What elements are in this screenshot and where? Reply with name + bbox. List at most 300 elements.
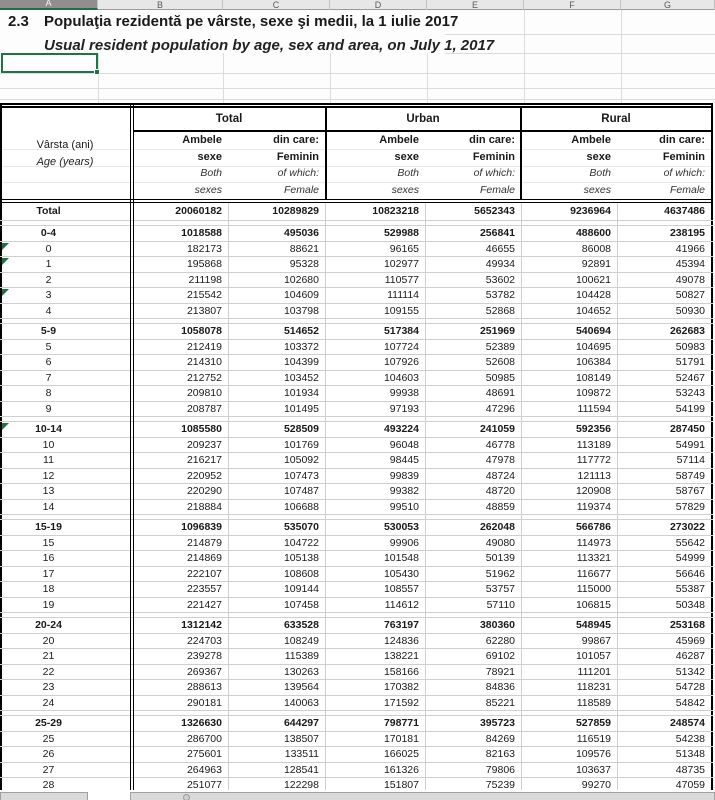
value-cell[interactable]: 166025 — [383, 748, 419, 760]
age-label-cell[interactable]: 5-9 — [40, 325, 57, 337]
value-cell[interactable]: 763197 — [383, 619, 419, 631]
value-cell[interactable]: 488600 — [575, 227, 611, 239]
value-cell[interactable]: 517384 — [383, 325, 419, 337]
value-cell[interactable]: 75239 — [485, 779, 515, 790]
column-header-d[interactable]: D — [330, 0, 427, 10]
value-cell[interactable]: 46287 — [675, 650, 705, 662]
value-cell[interactable]: 96048 — [389, 438, 419, 451]
value-cell[interactable]: 104722 — [283, 536, 319, 549]
value-cell[interactable]: 52467 — [675, 371, 705, 384]
value-cell[interactable]: 220952 — [186, 469, 222, 482]
value-cell[interactable]: 221427 — [186, 598, 222, 611]
gridline — [98, 53, 99, 103]
age-label-cell[interactable]: 20-24 — [35, 619, 62, 631]
value-cell[interactable]: 262683 — [669, 325, 705, 337]
sheet-tab-area[interactable] — [0, 792, 88, 800]
value-cell[interactable]: 288613 — [186, 681, 222, 693]
age-label-cell[interactable]: 9 — [45, 402, 52, 415]
table-row — [0, 469, 713, 485]
value-cell[interactable]: 53782 — [485, 289, 515, 301]
value-cell[interactable]: 51342 — [675, 665, 705, 678]
sub-header-line: Ambele — [379, 134, 419, 146]
value-cell[interactable]: 113189 — [576, 438, 611, 451]
age-label-cell[interactable]: 13 — [42, 485, 55, 497]
value-cell[interactable]: 262048 — [479, 521, 515, 533]
gridline — [0, 73, 715, 74]
column-header-e[interactable]: E — [427, 0, 524, 10]
value-cell[interactable]: 118589 — [576, 696, 611, 709]
value-cell[interactable]: 99906 — [389, 536, 419, 549]
sub-header-both-sexes[interactable] — [521, 132, 617, 199]
value-cell[interactable]: 633528 — [283, 619, 319, 631]
value-cell[interactable]: 110577 — [384, 273, 419, 286]
value-cell[interactable]: 85221 — [485, 696, 515, 709]
value-cell[interactable]: 54999 — [675, 552, 705, 564]
age-label-cell[interactable]: 24 — [42, 696, 55, 709]
value-cell[interactable]: 105138 — [283, 552, 319, 564]
value-cell[interactable]: 51791 — [675, 356, 705, 368]
value-cell[interactable]: 107458 — [283, 598, 319, 611]
value-cell[interactable]: 57114 — [676, 454, 705, 466]
value-cell[interactable]: 58749 — [675, 469, 705, 482]
age-label-cell[interactable]: 0-4 — [40, 227, 57, 239]
value-cell[interactable]: 208787 — [186, 402, 222, 415]
value-cell[interactable]: 222107 — [186, 567, 222, 580]
value-cell[interactable]: 105092 — [283, 454, 319, 466]
value-cell[interactable]: 253168 — [669, 619, 705, 631]
value-cell[interactable]: 395723 — [479, 717, 515, 729]
value-cell[interactable]: 251969 — [479, 325, 515, 337]
age-label-cell[interactable]: 23 — [42, 681, 55, 693]
value-cell[interactable]: 62280 — [485, 634, 515, 647]
value-cell[interactable]: 114612 — [384, 598, 419, 611]
value-cell[interactable]: 1085580 — [181, 423, 222, 435]
value-cell[interactable]: 99839 — [389, 469, 419, 482]
value-cell[interactable]: 50930 — [675, 304, 705, 317]
value-cell[interactable]: 107487 — [283, 485, 319, 497]
value-cell[interactable]: 548945 — [575, 619, 611, 631]
value-cell[interactable]: 53243 — [675, 387, 705, 399]
value-cell[interactable]: 56646 — [675, 567, 705, 580]
value-cell[interactable]: 103372 — [283, 340, 319, 353]
value-cell[interactable]: 170181 — [383, 732, 419, 745]
value-cell[interactable]: 82163 — [485, 748, 515, 760]
value-cell[interactable]: 158166 — [383, 665, 419, 678]
value-cell[interactable]: 45394 — [675, 258, 705, 270]
age-label-cell[interactable]: 15-19 — [35, 521, 62, 533]
table-row — [0, 386, 713, 402]
value-cell[interactable]: 119374 — [576, 500, 611, 513]
sub-header-both-sexes[interactable] — [325, 132, 425, 199]
value-cell[interactable]: 248574 — [669, 717, 705, 729]
age-label-cell[interactable]: 27 — [42, 763, 55, 776]
value-cell[interactable]: 58767 — [675, 485, 705, 497]
value-cell[interactable]: 103798 — [283, 304, 319, 317]
table-row — [0, 649, 713, 665]
value-cell[interactable]: 104428 — [575, 289, 611, 301]
value-cell[interactable]: 101548 — [383, 552, 419, 564]
value-cell[interactable]: 50983 — [675, 340, 705, 353]
value-cell[interactable]: 47978 — [485, 454, 515, 466]
age-label-cell[interactable]: 14 — [42, 500, 55, 513]
value-cell[interactable]: 223557 — [186, 583, 222, 595]
value-cell[interactable]: 48691 — [485, 387, 515, 399]
value-cell[interactable]: 269367 — [186, 665, 222, 678]
value-cell[interactable]: 50348 — [675, 598, 705, 611]
value-cell[interactable]: 195868 — [186, 258, 222, 270]
value-cell[interactable]: 114973 — [576, 536, 611, 549]
value-cell[interactable]: 96165 — [389, 242, 419, 255]
value-cell[interactable]: 287450 — [669, 423, 705, 435]
value-cell[interactable]: 529988 — [383, 227, 419, 239]
value-cell[interactable]: 218884 — [186, 500, 222, 513]
value-cell[interactable]: 273022 — [669, 521, 705, 533]
value-cell[interactable]: 108249 — [283, 634, 319, 647]
age-label-cell[interactable]: 17 — [42, 567, 55, 580]
column-header-f[interactable]: F — [524, 0, 621, 10]
value-cell[interactable]: 182173 — [186, 242, 222, 255]
value-cell[interactable]: 104652 — [575, 304, 611, 317]
value-cell[interactable]: 101934 — [283, 387, 319, 399]
table-row — [0, 371, 713, 387]
age-label-cell[interactable]: 15 — [42, 536, 55, 549]
value-cell[interactable]: 41966 — [675, 242, 705, 255]
value-cell[interactable]: 124836 — [383, 634, 419, 647]
value-cell[interactable]: 121113 — [577, 469, 611, 482]
value-cell[interactable]: 535070 — [283, 521, 319, 533]
population-table — [0, 103, 713, 790]
age-label-cell[interactable]: 4 — [45, 304, 52, 317]
value-cell[interactable]: 5652343 — [474, 205, 515, 217]
value-cell[interactable]: 528509 — [283, 423, 319, 435]
value-cell[interactable]: 103637 — [575, 763, 611, 776]
sub-header-line: sexes — [583, 183, 611, 196]
value-cell[interactable]: 54199 — [675, 402, 705, 415]
value-cell[interactable]: 251077 — [186, 779, 222, 790]
value-cell[interactable]: 106815 — [575, 598, 611, 611]
sub-header-line: Female — [283, 183, 319, 196]
value-cell[interactable]: 50827 — [675, 289, 705, 301]
value-cell[interactable]: 46655 — [485, 242, 515, 255]
value-cell[interactable]: 256841 — [479, 227, 515, 239]
value-cell[interactable]: 527859 — [575, 717, 611, 729]
sub-header-female[interactable] — [425, 132, 521, 199]
title-english: Usual resident population by age, sex and area, on July 1, 2017 — [44, 37, 495, 54]
value-cell[interactable]: 55387 — [675, 583, 705, 595]
sub-header-line: sexes — [194, 183, 222, 196]
age-label-cell[interactable]: 16 — [42, 552, 55, 564]
sub-header-both-sexes[interactable] — [133, 132, 228, 199]
value-cell[interactable]: 241059 — [479, 423, 515, 435]
column-gridline — [228, 203, 229, 790]
column-header-a[interactable]: A — [0, 0, 98, 10]
value-cell[interactable]: 238195 — [669, 227, 705, 239]
value-cell[interactable]: 239278 — [186, 650, 222, 662]
group-header-rural[interactable]: Rural — [601, 113, 631, 125]
age-label-cell[interactable]: 21 — [42, 650, 55, 662]
value-cell[interactable]: 109144 — [283, 583, 319, 595]
value-cell[interactable]: 212419 — [186, 340, 222, 353]
value-cell[interactable]: 214869 — [186, 552, 222, 564]
value-cell[interactable]: 117772 — [576, 454, 611, 466]
table-row — [0, 257, 713, 273]
value-cell[interactable]: 118231 — [576, 681, 611, 693]
value-cell[interactable]: 105430 — [383, 567, 419, 580]
value-cell[interactable]: 10823218 — [372, 205, 419, 217]
value-cell[interactable]: 171592 — [383, 696, 419, 709]
value-cell[interactable]: 9236964 — [570, 205, 611, 217]
age-label-cell[interactable]: 25 — [42, 732, 55, 745]
value-cell[interactable]: 102977 — [383, 258, 419, 270]
value-cell[interactable]: 99510 — [389, 500, 419, 513]
value-cell[interactable]: 209237 — [186, 438, 222, 451]
value-cell[interactable]: 104609 — [283, 289, 319, 301]
value-cell[interactable]: 109576 — [575, 748, 611, 760]
value-cell[interactable]: 78921 — [485, 665, 515, 678]
value-cell[interactable]: 79806 — [485, 763, 515, 776]
value-cell[interactable]: 530053 — [383, 521, 419, 533]
value-cell[interactable]: 106384 — [575, 356, 611, 368]
value-cell[interactable]: 95328 — [289, 258, 319, 270]
value-cell[interactable]: 99270 — [581, 779, 611, 790]
age-label-cell[interactable]: 6 — [45, 356, 52, 368]
value-cell[interactable]: 170382 — [383, 681, 419, 693]
value-cell[interactable]: 54842 — [675, 696, 705, 709]
value-cell[interactable]: 106688 — [283, 500, 319, 513]
value-cell[interactable]: 100621 — [575, 273, 611, 286]
value-cell[interactable]: 115389 — [284, 650, 319, 662]
value-cell[interactable]: 161326 — [383, 763, 419, 776]
value-cell[interactable]: 798771 — [383, 717, 419, 729]
value-cell[interactable]: 275601 — [186, 748, 222, 760]
age-label-cell[interactable]: 3 — [45, 289, 52, 301]
value-cell[interactable]: 224703 — [186, 634, 222, 647]
value-cell[interactable]: 46778 — [485, 438, 515, 451]
value-cell[interactable]: 286700 — [186, 732, 222, 745]
value-cell[interactable]: 88621 — [289, 242, 319, 255]
value-cell[interactable]: 115000 — [576, 583, 611, 595]
value-cell[interactable]: 99938 — [389, 387, 419, 399]
value-cell[interactable]: 49078 — [675, 273, 705, 286]
age-label-cell[interactable]: 0 — [45, 242, 52, 255]
age-label-cell[interactable]: 10-14 — [35, 423, 62, 435]
value-cell[interactable]: 107724 — [383, 340, 419, 353]
age-label-cell[interactable]: 5 — [45, 340, 52, 353]
value-cell[interactable]: 111114 — [387, 289, 419, 301]
age-label-cell[interactable]: 26 — [42, 748, 55, 760]
value-cell[interactable]: 108149 — [575, 371, 611, 384]
value-cell[interactable]: 213807 — [186, 304, 222, 317]
value-cell[interactable]: 84836 — [485, 681, 515, 693]
sub-header-line: sexes — [391, 183, 419, 196]
value-cell[interactable]: 495036 — [283, 227, 319, 239]
value-cell[interactable]: 140063 — [283, 696, 319, 709]
value-cell[interactable]: 54991 — [675, 438, 705, 451]
sub-header-female[interactable] — [228, 132, 325, 199]
value-cell[interactable]: 138221 — [383, 650, 419, 662]
group-header-total[interactable]: Total — [215, 113, 243, 125]
value-cell[interactable]: 10289829 — [272, 205, 319, 217]
value-cell[interactable]: 107926 — [383, 356, 419, 368]
value-cell[interactable]: 4637486 — [664, 205, 705, 217]
value-cell[interactable]: 214310 — [186, 356, 222, 368]
value-cell[interactable]: 53602 — [485, 273, 515, 286]
age-label-cell[interactable]: 7 — [45, 371, 52, 384]
value-cell[interactable]: 290181 — [186, 696, 222, 709]
age-label-cell[interactable]: 18 — [42, 583, 55, 595]
value-cell[interactable]: 103452 — [283, 371, 319, 384]
value-cell[interactable]: 514652 — [283, 325, 319, 337]
value-cell[interactable]: 55642 — [675, 536, 705, 549]
value-cell[interactable]: 20060182 — [175, 205, 222, 217]
value-cell[interactable]: 151807 — [383, 779, 419, 790]
table-row — [0, 696, 713, 712]
value-cell[interactable]: 52608 — [485, 356, 515, 368]
value-cell[interactable]: 380360 — [479, 619, 515, 631]
value-cell[interactable]: 138507 — [283, 732, 319, 745]
value-cell[interactable]: 104695 — [575, 340, 611, 353]
age-label-cell[interactable]: 10 — [42, 438, 55, 451]
age-label-cell[interactable]: 2 — [45, 273, 52, 286]
value-cell[interactable]: 48724 — [485, 469, 515, 482]
bottom-bar — [0, 790, 715, 800]
age-label-cell[interactable]: 22 — [42, 665, 55, 678]
age-label-cell[interactable]: 20 — [42, 634, 55, 647]
table-row — [0, 402, 713, 418]
value-cell[interactable]: 104603 — [383, 371, 419, 384]
value-cell[interactable]: 51962 — [485, 567, 515, 580]
value-cell[interactable]: 540694 — [575, 325, 611, 337]
value-cell[interactable]: 133511 — [284, 748, 319, 760]
value-cell[interactable]: 211198 — [188, 273, 222, 286]
value-cell[interactable]: 102680 — [283, 273, 319, 286]
value-cell[interactable]: 111201 — [577, 665, 611, 678]
value-cell[interactable]: 1018588 — [181, 227, 222, 239]
column-header-c[interactable]: C — [223, 0, 330, 10]
age-label-cell[interactable]: 28 — [42, 779, 55, 790]
value-cell[interactable]: 209810 — [186, 387, 222, 399]
value-cell[interactable]: 57829 — [675, 500, 705, 513]
value-cell[interactable]: 644297 — [283, 717, 319, 729]
value-cell[interactable]: 101769 — [283, 438, 319, 451]
value-cell[interactable]: 54238 — [675, 732, 705, 745]
value-cell[interactable]: 116677 — [576, 567, 611, 580]
horizontal-scrollbar[interactable] — [130, 792, 715, 800]
age-label-cell[interactable]: Total — [36, 205, 61, 217]
value-cell[interactable]: 48735 — [675, 763, 705, 776]
value-cell[interactable]: 47059 — [675, 779, 705, 790]
value-cell[interactable]: 116519 — [576, 732, 611, 745]
value-cell[interactable]: 107473 — [283, 469, 319, 482]
scrollbar-knob[interactable] — [183, 794, 190, 800]
value-cell[interactable]: 1312142 — [181, 619, 222, 631]
value-cell[interactable]: 53757 — [485, 583, 515, 595]
age-label-cell[interactable]: 12 — [42, 469, 55, 482]
fill-handle[interactable] — [94, 69, 100, 75]
value-cell[interactable]: 92891 — [581, 258, 611, 270]
value-cell[interactable]: 120908 — [575, 485, 611, 497]
value-cell[interactable]: 52389 — [485, 340, 515, 353]
value-cell[interactable]: 101057 — [575, 650, 611, 662]
value-cell[interactable]: 48720 — [485, 485, 515, 497]
value-cell[interactable]: 86008 — [581, 242, 611, 255]
value-cell[interactable]: 1326630 — [181, 717, 222, 729]
value-cell[interactable]: 50139 — [485, 552, 515, 564]
age-label-cell[interactable]: 8 — [45, 387, 52, 399]
value-cell[interactable]: 109155 — [383, 304, 419, 317]
age-label-cell[interactable]: 19 — [42, 598, 55, 611]
value-cell[interactable]: 98445 — [389, 454, 419, 466]
sub-header-line: Both — [200, 167, 222, 179]
value-cell[interactable]: 128541 — [283, 763, 319, 776]
value-cell[interactable]: 51348 — [675, 748, 705, 760]
value-cell[interactable]: 264963 — [186, 763, 222, 776]
group-header-urban[interactable]: Urban — [406, 113, 440, 125]
value-cell[interactable]: 57110 — [486, 598, 515, 611]
value-cell[interactable]: 109872 — [575, 387, 611, 399]
sub-header-female[interactable] — [617, 132, 711, 199]
value-cell[interactable]: 111594 — [577, 402, 611, 415]
table-row — [0, 304, 713, 320]
value-cell[interactable]: 220290 — [186, 485, 222, 497]
value-cell[interactable]: 49080 — [485, 536, 515, 549]
table-row — [0, 438, 713, 454]
value-cell[interactable]: 216217 — [186, 454, 222, 466]
age-column-header[interactable] — [0, 108, 130, 198]
gridline — [427, 53, 428, 103]
value-cell[interactable]: 108608 — [283, 567, 319, 580]
selected-cell[interactable] — [1, 53, 98, 73]
value-cell[interactable]: 113321 — [576, 552, 611, 564]
value-cell[interactable]: 566786 — [575, 521, 611, 533]
value-cell[interactable]: 592356 — [575, 423, 611, 435]
gridline — [445, 34, 715, 35]
value-cell[interactable]: 215542 — [186, 289, 222, 301]
value-cell[interactable]: 108557 — [383, 583, 419, 595]
sub-header-line: din care: — [469, 134, 515, 146]
age-label-cell[interactable]: 25-29 — [35, 717, 62, 729]
column-header-b[interactable]: B — [98, 0, 223, 10]
value-cell[interactable]: 54728 — [675, 681, 705, 693]
value-cell[interactable]: 49934 — [485, 258, 515, 270]
value-cell[interactable]: 69102 — [485, 650, 515, 662]
value-cell[interactable]: 84269 — [485, 732, 515, 745]
value-cell[interactable]: 97193 — [389, 402, 419, 415]
value-cell[interactable]: 212752 — [186, 371, 222, 384]
value-cell[interactable]: 47296 — [485, 402, 515, 415]
value-cell[interactable]: 1096839 — [181, 521, 222, 533]
age-label-cell[interactable]: 1 — [45, 258, 52, 270]
value-cell[interactable]: 48859 — [485, 500, 515, 513]
age-label-cell[interactable]: 11 — [43, 454, 54, 466]
value-cell[interactable]: 214879 — [186, 536, 222, 549]
value-cell[interactable]: 1058078 — [181, 325, 222, 337]
value-cell[interactable]: 52868 — [485, 304, 515, 317]
value-cell[interactable]: 50985 — [485, 371, 515, 384]
value-cell[interactable]: 130263 — [283, 665, 319, 678]
value-cell[interactable]: 99867 — [581, 634, 611, 647]
value-cell[interactable]: 99382 — [389, 485, 419, 497]
sub-header-line: sexe — [394, 150, 419, 163]
value-cell[interactable]: 101495 — [283, 402, 319, 415]
sub-header-line: Ambele — [571, 134, 611, 146]
value-cell[interactable]: 104399 — [283, 356, 319, 368]
value-cell[interactable]: 122298 — [283, 779, 319, 790]
value-cell[interactable]: 45969 — [675, 634, 705, 647]
value-cell[interactable]: 139564 — [283, 681, 319, 693]
value-cell[interactable]: 493224 — [383, 423, 419, 435]
column-header-g[interactable]: G — [621, 0, 715, 10]
